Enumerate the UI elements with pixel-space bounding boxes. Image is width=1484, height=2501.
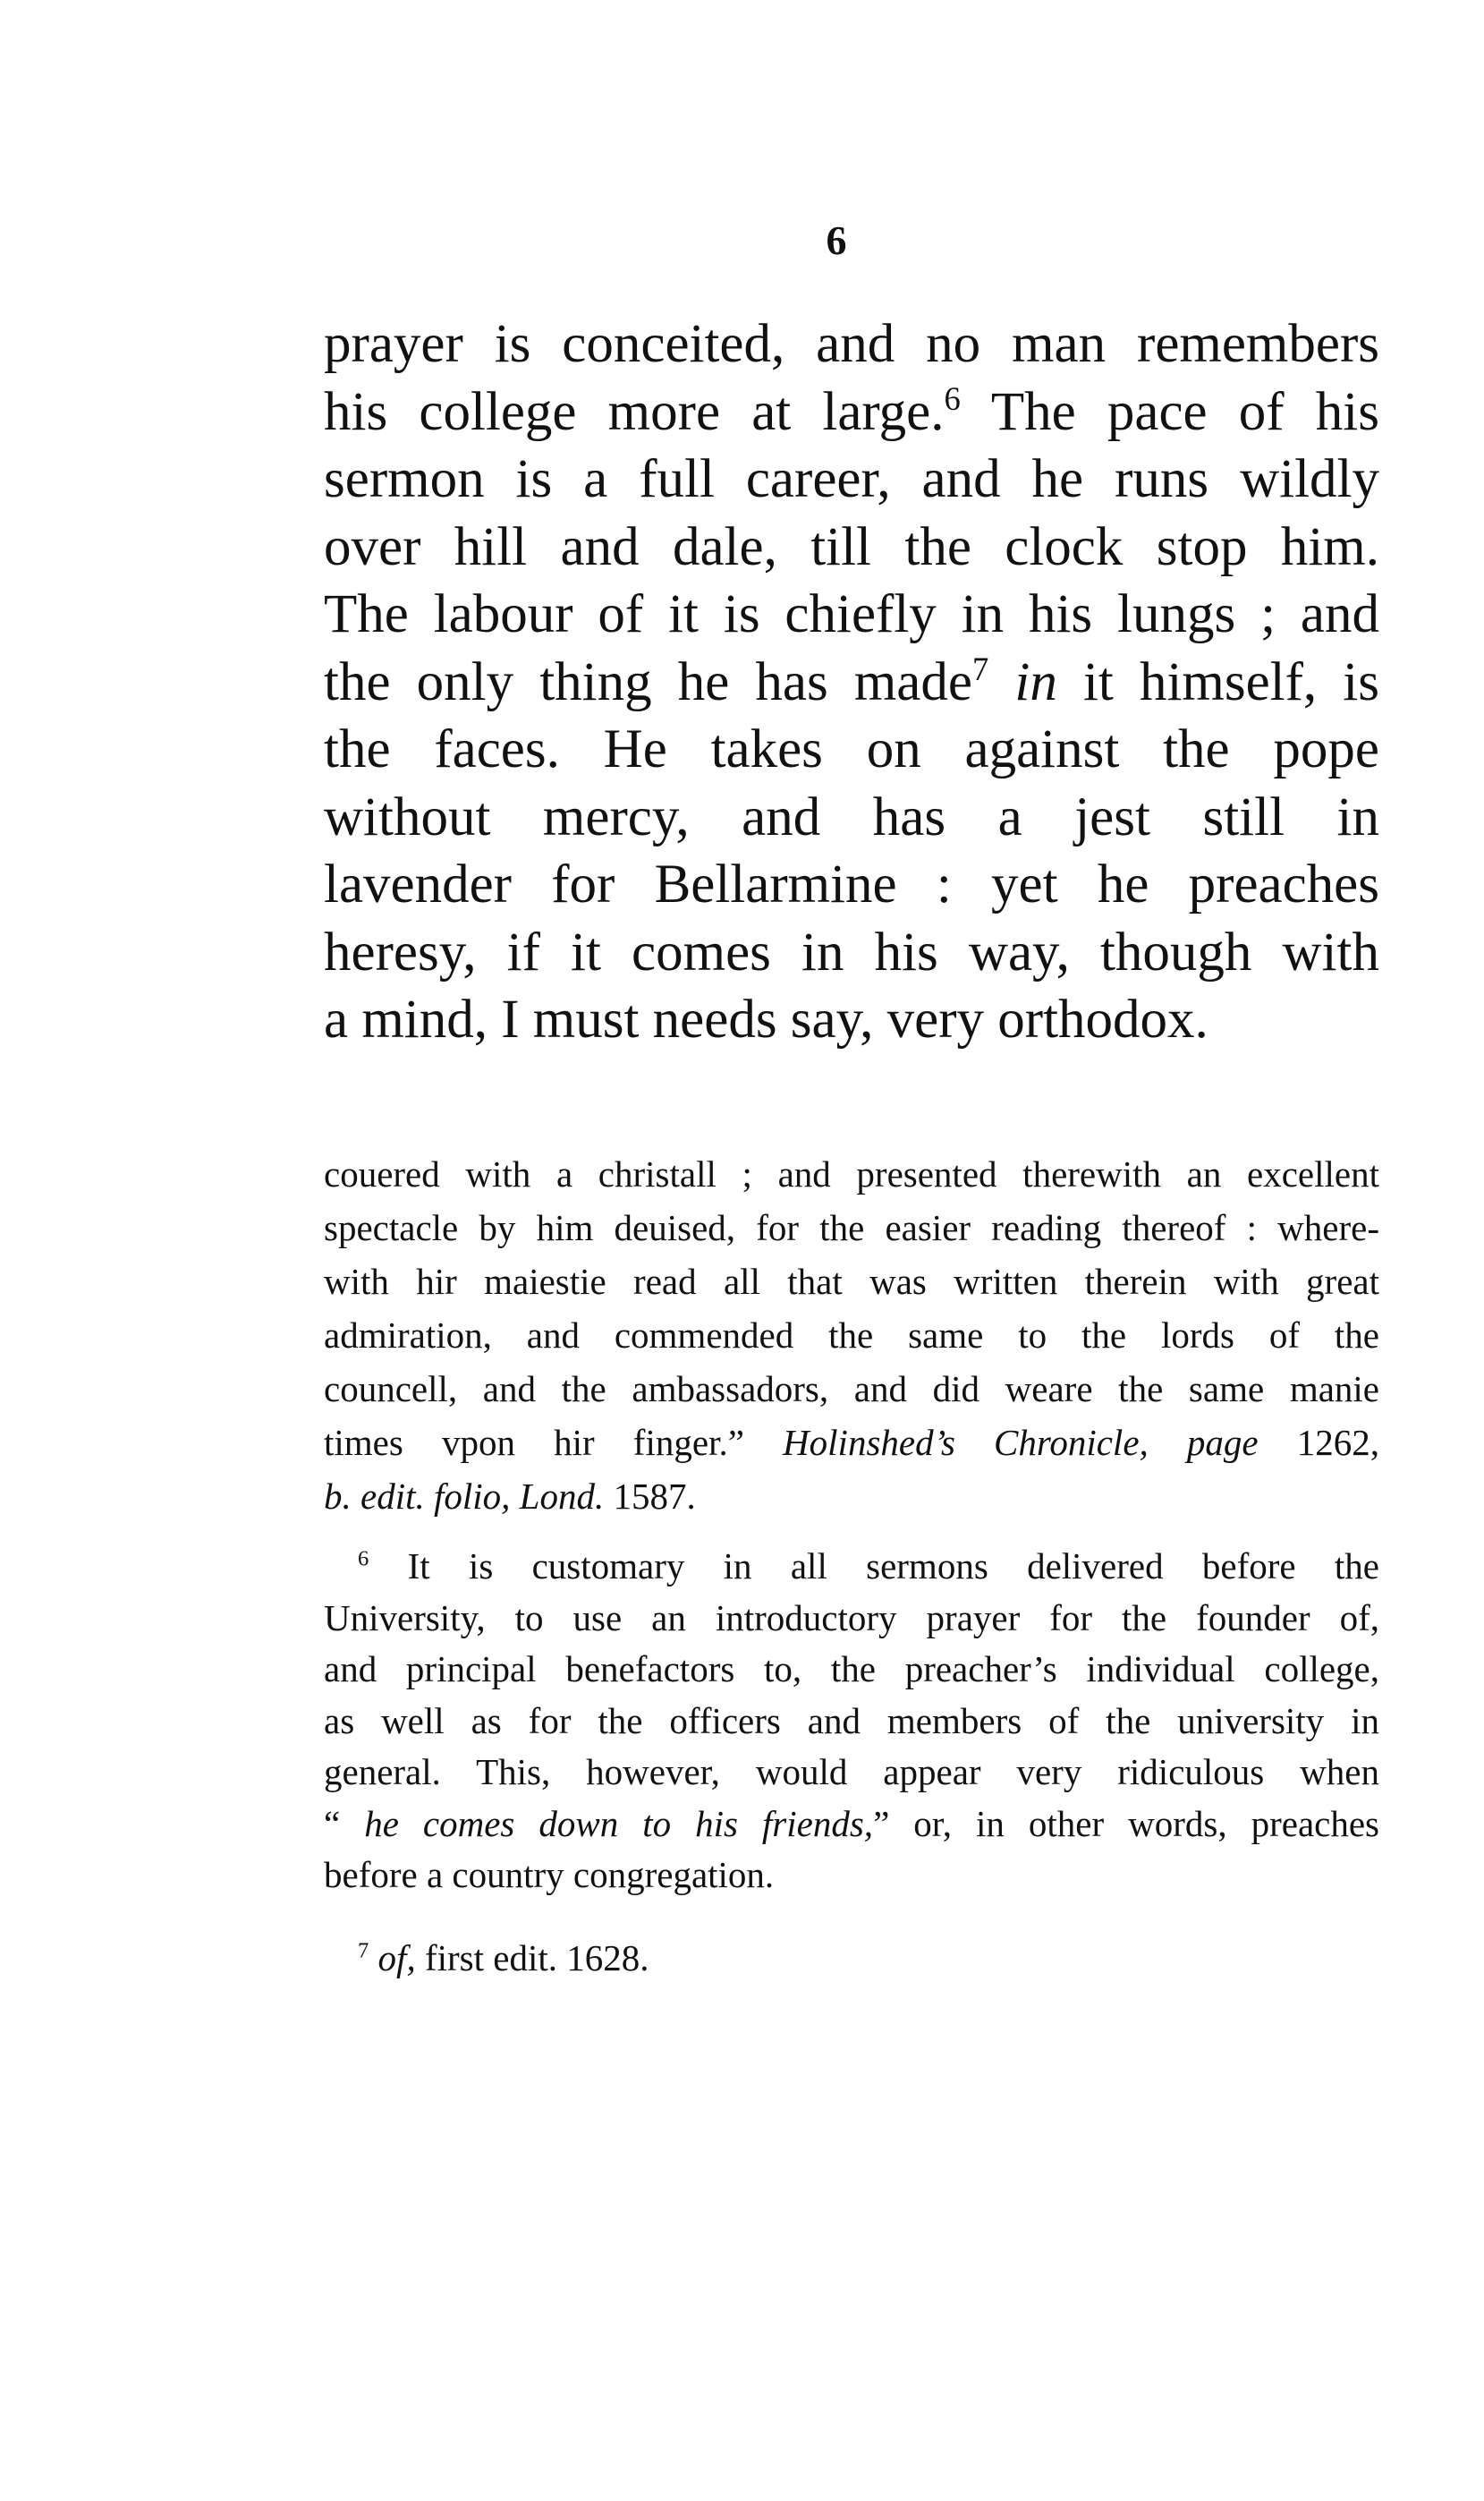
text-segment: “ [324, 1802, 365, 1844]
text-line [324, 1255, 1379, 1308]
text-segment: before a country congregation. [324, 1854, 775, 1895]
text-segment: University, to use an introductory prayer for the founder of, [324, 1596, 1379, 1638]
text-segment: prayer is conceited, and no man remembers [324, 314, 1379, 374]
text-line [324, 784, 1379, 852]
text-line [324, 1850, 1379, 1901]
text-line [324, 649, 1379, 717]
text-segment: it himself, is [1056, 651, 1379, 712]
footnote-marker: 7 [358, 1938, 369, 1963]
text-line [324, 851, 1379, 919]
text-segment: without mercy, and has a jest still in [324, 787, 1379, 847]
italic-text: in [1014, 651, 1057, 712]
text-segment: ” or, in other words, preaches [873, 1802, 1379, 1844]
text-line [324, 1147, 1379, 1201]
text-segment: a mind, I must needs say, very orthodox. [324, 990, 1208, 1050]
text-line [324, 1416, 1379, 1469]
italic-text: b. edit. folio, Lond. [324, 1476, 605, 1517]
text-line [324, 310, 1379, 379]
footnote-marker: 6 [944, 379, 961, 417]
text-line [324, 1696, 1379, 1748]
footnote-7 [324, 1933, 1379, 1985]
text-line [324, 1933, 1379, 1985]
text-line [324, 1362, 1379, 1416]
text-segment: sermon is a full career, and he runs wildly [324, 449, 1379, 509]
text-segment: with hir maiestie read all that was written therein with great [324, 1261, 1379, 1302]
text-line [324, 379, 1379, 447]
text-segment: spectacle by him deuised, for the easier reading thereof : where- [324, 1207, 1379, 1248]
text-segment: heresy, if it comes in his way, though with [324, 922, 1379, 983]
text-segment: It is customary in all sermons delivered before the [369, 1545, 1379, 1587]
text-segment: the only thing he has made [324, 651, 972, 712]
footnote-marker: 7 [971, 650, 989, 687]
text-line [324, 1799, 1379, 1850]
text-segment: councell, and the ambassadors, and did weare the same manie [324, 1368, 1379, 1409]
footnote-marker: 6 [358, 1546, 369, 1571]
text-segment: over hill and dale, till the clock stop him. [324, 516, 1379, 577]
text-line [324, 1541, 1379, 1593]
text-line [324, 1644, 1379, 1696]
text-segment: as well as for the officers and members of the university in [324, 1699, 1379, 1741]
text-line [324, 1308, 1379, 1362]
text-line [324, 581, 1379, 649]
text-segment: and principal benefactors to, the preacher’s individual college, [324, 1648, 1379, 1689]
text-segment: The labour of it is chiefly in his lungs ; and [324, 584, 1379, 644]
text-line [324, 446, 1379, 514]
footnote-continued [324, 1147, 1379, 1523]
italic-text: of, [377, 1937, 416, 1978]
text-line [324, 1747, 1379, 1799]
text-line [324, 986, 1379, 1054]
text-segment [369, 1937, 377, 1978]
text-segment: first edit. 1628. [415, 1937, 649, 1978]
text-line [324, 1593, 1379, 1645]
text-segment: the faces. He takes on against the pope [324, 719, 1379, 779]
text-segment: admiration, and commended the same to the lords of the [324, 1314, 1379, 1356]
text-segment: The pace of his [960, 381, 1379, 442]
text-segment: 1262, [1258, 1422, 1380, 1463]
text-segment: 1587. [604, 1476, 696, 1517]
footnote-6 [324, 1541, 1379, 1901]
text-segment: lavender for Bellarmine : yet he preaches [324, 855, 1379, 914]
text-segment [988, 652, 1014, 712]
italic-text: Holinshed’s Chronicle, page [783, 1422, 1259, 1463]
italic-text: he comes down to his friends, [364, 1802, 874, 1844]
text-segment: times vpon hir finger.” [324, 1422, 784, 1463]
text-segment: general. This, however, would appear very ridiculous when [324, 1751, 1379, 1792]
text-segment: his college more at large. [324, 381, 945, 442]
text-line [324, 1201, 1379, 1255]
text-line [324, 1469, 1379, 1523]
page-number: 6 [826, 217, 847, 263]
text-line [324, 514, 1379, 582]
text-line [324, 716, 1379, 784]
text-line [324, 919, 1379, 987]
main-text [324, 310, 1379, 1054]
text-segment: couered with a christall ; and presented therewith an excellent [324, 1153, 1379, 1195]
